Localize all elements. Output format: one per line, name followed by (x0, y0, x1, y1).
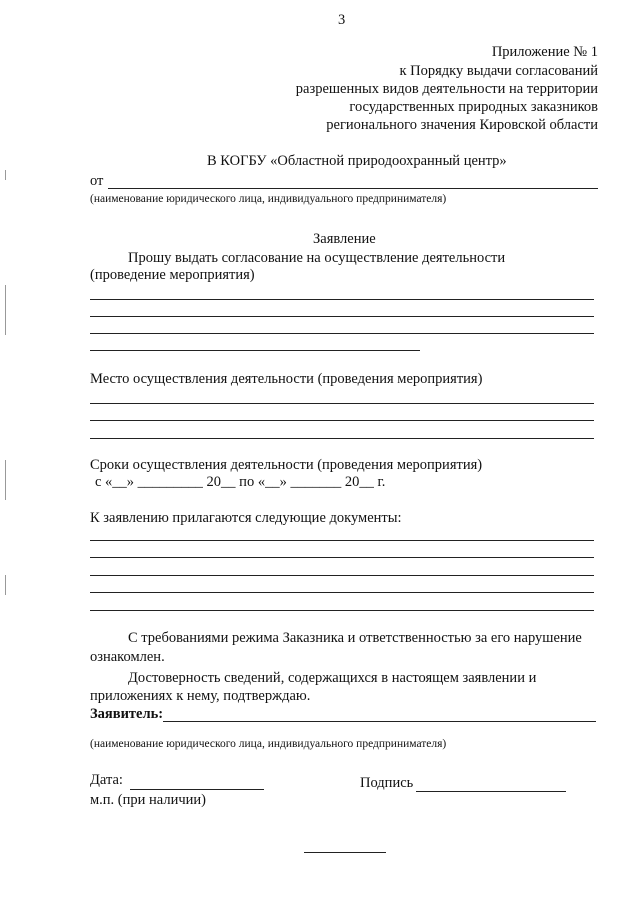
applicant-field[interactable] (163, 721, 596, 722)
acknowledge-text: ознакомлен. (90, 649, 165, 665)
signature-field[interactable] (416, 791, 566, 792)
scan-mark (5, 575, 6, 595)
period-dates[interactable]: с «__» _________ 20__ по «__» _______ 20__ г. (95, 474, 386, 490)
page-number: 3 (338, 12, 346, 28)
scan-mark (5, 170, 6, 180)
appendix-line: государственных природных заказников (349, 99, 598, 115)
place-label: Место осуществления деятельности (проведения мероприятия) (90, 371, 483, 387)
date-field[interactable] (130, 789, 264, 790)
appendix-line: регионального значения Кировской области (326, 117, 598, 133)
request-field-line[interactable] (90, 316, 594, 317)
scan-mark (5, 460, 6, 500)
place-field-line[interactable] (90, 438, 594, 439)
stamp-label: м.п. (при наличии) (90, 792, 206, 808)
appendix-line: Приложение № 1 (491, 44, 598, 60)
request-field-line[interactable] (90, 299, 594, 300)
confirm-text: Достоверность сведений, содержащихся в настоящем заявлении и (128, 670, 537, 686)
from-caption: (наименование юридического лица, индивидуального предпринимателя) (90, 193, 447, 205)
appendix-line: к Порядку выдачи согласований (399, 63, 598, 79)
documents-field-line[interactable] (90, 557, 594, 558)
documents-field-line[interactable] (90, 575, 594, 576)
request-text: (проведение мероприятия) (90, 267, 255, 283)
documents-label: К заявлению прилагаются следующие документы: (90, 510, 402, 526)
footer-divider (304, 852, 386, 853)
scan-mark (5, 285, 6, 335)
period-label: Сроки осуществления деятельности (проведения мероприятия) (90, 457, 483, 473)
applicant-caption: (наименование юридического лица, индивидуального предпринимателя) (90, 738, 447, 750)
documents-field-line[interactable] (90, 592, 594, 593)
from-field[interactable] (108, 188, 598, 189)
from-label: от (90, 173, 104, 189)
appendix-line: разрешенных видов деятельности на территории (295, 81, 598, 97)
place-field-line[interactable] (90, 420, 594, 421)
applicant-label: Заявитель: (90, 706, 164, 722)
acknowledge-text: С требованиями режима Заказника и ответственностью за его нарушение (128, 630, 582, 646)
confirm-text: приложениях к нему, подтверждаю. (90, 688, 311, 704)
request-field-line[interactable] (90, 333, 594, 334)
request-field-line[interactable] (90, 350, 420, 351)
request-text: Прошу выдать согласование на осуществление деятельности (128, 250, 506, 266)
place-field-line[interactable] (90, 403, 594, 404)
recipient: В КОГБУ «Областной природоохранный центр» (207, 153, 507, 169)
documents-field-line[interactable] (90, 540, 594, 541)
date-label: Дата: (90, 772, 123, 788)
signature-label: Подпись (360, 775, 414, 791)
documents-field-line[interactable] (90, 610, 594, 611)
document-title: Заявление (313, 231, 376, 247)
